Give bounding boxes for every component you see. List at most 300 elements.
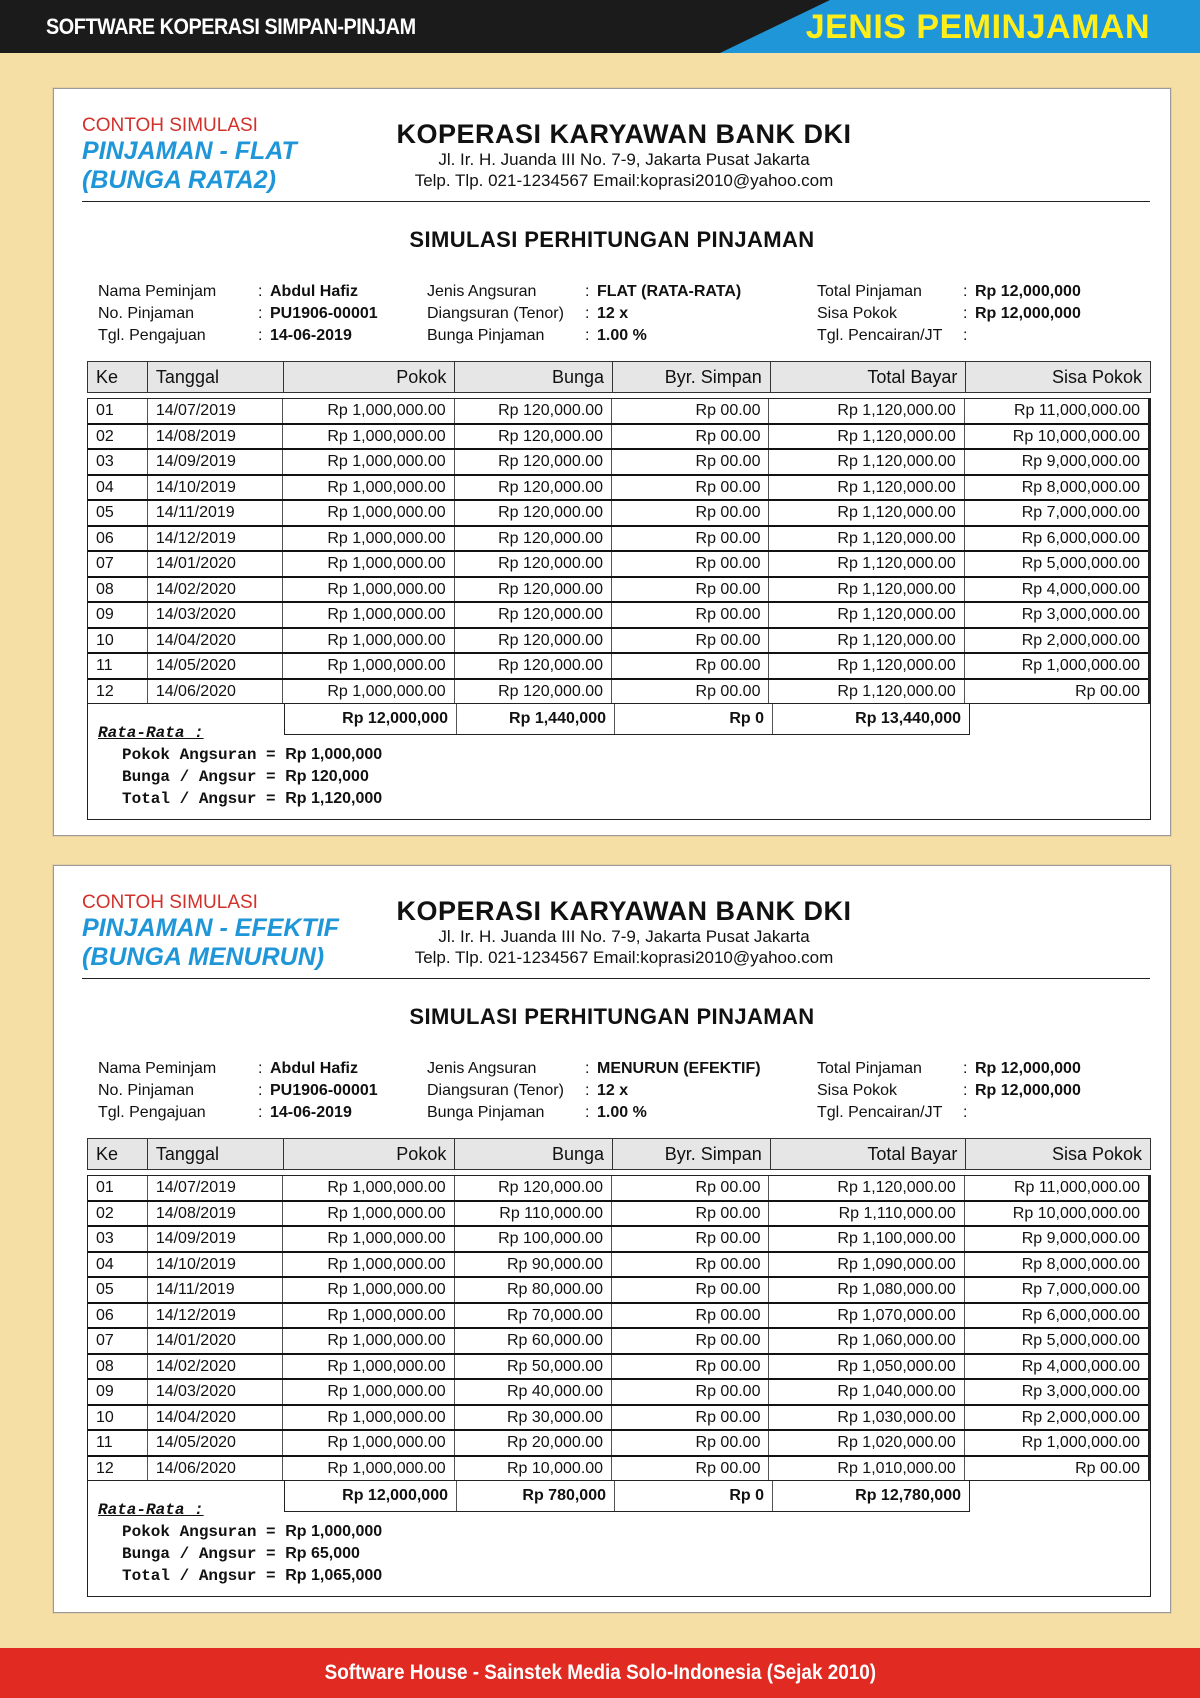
row-number: 08: [88, 578, 148, 602]
row-savings: Rp 00.00: [612, 425, 769, 449]
average-label: Pokok Angsuran =: [122, 1523, 286, 1541]
row-interest: Rp 50,000.00: [455, 1355, 612, 1379]
row-principal: Rp 1,000,000.00: [283, 1380, 454, 1404]
row-interest: Rp 110,000.00: [455, 1202, 612, 1226]
column-header: Total Bayar: [771, 362, 967, 392]
row-interest: Rp 120,000.00: [455, 629, 612, 653]
column-header: Pokok: [284, 362, 456, 392]
row-interest: Rp 60,000.00: [455, 1329, 612, 1353]
row-interest: Rp 80,000.00: [455, 1278, 612, 1302]
row-principal: Rp 1,000,000.00: [283, 1329, 454, 1353]
interest-rate: 1.00 %: [597, 1104, 647, 1121]
row-total: Rp 1,120,000.00: [769, 680, 964, 704]
info-label: Tgl. Pengajuan: [98, 327, 206, 344]
row-number: 11: [88, 1431, 148, 1455]
row-number: 12: [88, 680, 148, 704]
row-number: 05: [88, 1278, 148, 1302]
row-interest: Rp 120,000.00: [455, 552, 612, 576]
total-principal: Rp 12,000,000: [285, 704, 457, 734]
info-label: Sisa Pokok: [817, 1082, 898, 1099]
row-principal: Rp 1,000,000.00: [283, 1202, 454, 1226]
row-remaining: Rp 3,000,000.00: [1021, 606, 1141, 623]
table-row: [88, 1380, 1148, 1406]
average-value: Rp 65,000: [285, 1545, 360, 1562]
average-header: Rata-Rata :: [98, 724, 204, 742]
row-total: Rp 1,120,000.00: [769, 501, 964, 525]
table-row: [88, 1253, 1148, 1279]
column-header: Total Bayar: [771, 1139, 967, 1169]
table-header: [87, 361, 1151, 393]
total-payment: Rp 13,440,000: [855, 710, 961, 727]
row-total: Rp 1,080,000.00: [769, 1278, 964, 1302]
installment-table: [87, 1138, 1151, 1597]
loan-number: PU1906-00001: [270, 305, 378, 322]
installment-info: Jenis Angsuran : FLAT (RATA-RATA) Diangsuran (Tenor) : 12 x Bunga Pinjaman : 1.00 %: [427, 281, 741, 347]
row-remaining: Rp 8,000,000.00: [1021, 1255, 1141, 1273]
row-savings: Rp 00.00: [612, 1380, 769, 1404]
row-principal: Rp 1,000,000.00: [283, 552, 454, 576]
column-header: Tanggal: [148, 1139, 284, 1169]
row-remaining: Rp 00.00: [1075, 1459, 1141, 1477]
row-interest: Rp 120,000.00: [455, 654, 612, 678]
average-line: [98, 1565, 382, 1587]
organization-header: [344, 896, 904, 968]
loan-sheet-effective: [53, 865, 1171, 1613]
row-number: 03: [88, 1227, 148, 1251]
column-header: Sisa Pokok: [1051, 1144, 1142, 1164]
info-label: Tgl. Pencairan/JT: [817, 327, 943, 344]
row-principal: Rp 1,000,000.00: [283, 399, 454, 423]
average-value: Rp 1,120,000: [285, 790, 383, 807]
table-row: [88, 680, 1148, 704]
row-savings: Rp 00.00: [612, 578, 769, 602]
row-total: Rp 1,120,000.00: [769, 425, 964, 449]
row-remaining: Rp 6,000,000.00: [1021, 1306, 1141, 1324]
row-remaining: Rp 10,000,000.00: [1012, 427, 1141, 445]
row-number: 11: [88, 654, 148, 678]
info-label: Nama Peminjam: [98, 283, 217, 300]
row-remaining: Rp 9,000,000.00: [1021, 1230, 1141, 1247]
row-remaining: Rp 3,000,000.00: [1021, 1383, 1141, 1400]
row-date: 14/10/2019: [148, 476, 284, 500]
borrower-name: Abdul Hafiz: [270, 1060, 358, 1077]
column-header: Tanggal: [148, 362, 284, 392]
row-savings: Rp 00.00: [612, 654, 769, 678]
loan-number: PU1906-00001: [270, 1082, 378, 1099]
row-savings: Rp 00.00: [612, 552, 769, 576]
row-date: 14/06/2020: [148, 680, 284, 704]
row-interest: Rp 120,000.00: [455, 578, 612, 602]
row-remaining: Rp 6,000,000.00: [1021, 529, 1141, 547]
row-interest: Rp 120,000.00: [455, 1176, 612, 1200]
row-total: Rp 1,100,000.00: [769, 1227, 964, 1251]
average-header: Rata-Rata :: [98, 1501, 204, 1519]
info-label: Total Pinjaman: [817, 1060, 922, 1077]
row-savings: Rp 00.00: [612, 1176, 769, 1200]
organization-header: [344, 119, 904, 191]
totals-section: [87, 704, 1151, 820]
row-interest: Rp 10,000.00: [455, 1457, 612, 1481]
info-label: Bunga Pinjaman: [427, 327, 545, 344]
total-interest: Rp 1,440,000: [457, 704, 615, 734]
table-header: [87, 1138, 1151, 1170]
row-date: 14/04/2020: [148, 1406, 284, 1430]
row-date: 14/09/2019: [148, 1227, 284, 1251]
row-savings: Rp 00.00: [612, 603, 769, 627]
row-savings: Rp 00.00: [612, 501, 769, 525]
totals-section: [87, 1481, 1151, 1597]
column-header: Byr. Simpan: [613, 1139, 771, 1169]
amount-info: Total Pinjaman : Rp 12,000,000 Sisa Pokok : Rp 12,000,000 Tgl. Pencairan/JT :: [817, 1058, 1081, 1124]
info-label: No. Pinjaman: [98, 305, 195, 322]
row-date: 14/10/2019: [148, 1253, 284, 1277]
borrower-name: Abdul Hafiz: [270, 283, 358, 300]
table-row: [88, 501, 1148, 527]
row-remaining: Rp 10,000,000.00: [1012, 1204, 1141, 1222]
row-total: Rp 1,120,000.00: [769, 552, 964, 576]
row-savings: Rp 00.00: [612, 1202, 769, 1226]
average-summary: [98, 1501, 382, 1587]
organization-contact: Telp. Tlp. 021-1234567 Email:koprasi2010@yahoo.com: [414, 171, 834, 190]
document-title: SIMULASI PERHITUNGAN PINJAMAN: [409, 1004, 815, 1029]
simulation-caption: CONTOH SIMULASI: [82, 892, 258, 913]
average-line: [98, 766, 382, 788]
row-remaining: Rp 7,000,000.00: [1021, 504, 1141, 521]
row-number: 02: [88, 1202, 148, 1226]
document-title: SIMULASI PERHITUNGAN PINJAMAN: [409, 227, 815, 252]
average-label: Total / Angsur =: [122, 790, 286, 808]
row-interest: Rp 70,000.00: [455, 1304, 612, 1328]
row-interest: Rp 120,000.00: [455, 501, 612, 525]
info-label: Jenis Angsuran: [427, 1060, 537, 1077]
table-row: [88, 450, 1148, 476]
row-total: Rp 1,020,000.00: [769, 1431, 964, 1455]
loan-sheet-flat: [53, 88, 1171, 836]
info-label: No. Pinjaman: [98, 1082, 195, 1099]
average-line: [98, 744, 382, 766]
column-header: Ke: [88, 1139, 148, 1169]
row-number: 03: [88, 450, 148, 474]
borrower-info: Nama Peminjam : Abdul Hafiz No. Pinjaman : PU1906-00001 Tgl. Pengajuan : 14-06-2019: [98, 1058, 378, 1124]
app-title: SOFTWARE KOPERASI SIMPAN-PINJAM: [46, 14, 416, 39]
row-savings: Rp 00.00: [612, 629, 769, 653]
row-total: Rp 1,050,000.00: [769, 1355, 964, 1379]
row-principal: Rp 1,000,000.00: [283, 450, 454, 474]
table-row: [88, 1355, 1148, 1381]
interest-type-title: (BUNGA MENURUN): [82, 943, 325, 971]
row-principal: Rp 1,000,000.00: [283, 1406, 454, 1430]
row-remaining: Rp 7,000,000.00: [1021, 1281, 1141, 1298]
installment-info: Jenis Angsuran : MENURUN (EFEKTIF) Diangsuran (Tenor) : 12 x Bunga Pinjaman : 1.00 %: [427, 1058, 761, 1124]
row-savings: Rp 00.00: [612, 1304, 769, 1328]
application-date: 14-06-2019: [270, 327, 352, 344]
tenor: 12 x: [597, 1082, 629, 1099]
column-header: Bunga: [455, 1139, 613, 1169]
row-date: 14/04/2020: [148, 629, 284, 653]
row-remaining: Rp 5,000,000.00: [1021, 555, 1141, 572]
row-remaining: Rp 8,000,000.00: [1021, 478, 1141, 496]
footer-bar: [0, 1648, 1200, 1698]
info-label: Tgl. Pengajuan: [98, 1104, 206, 1121]
row-number: 09: [88, 603, 148, 627]
average-line: [98, 1543, 382, 1565]
footer-text: Software House - Sainstek Media Solo-Indonesia (Sejak 2010): [324, 1661, 876, 1684]
table-row: [88, 552, 1148, 578]
row-number: 10: [88, 629, 148, 653]
row-interest: Rp 20,000.00: [455, 1431, 612, 1455]
average-value: Rp 1,000,000: [285, 746, 383, 763]
totals-row: [284, 1481, 970, 1512]
row-date: 14/07/2019: [148, 399, 284, 423]
row-principal: Rp 1,000,000.00: [283, 1304, 454, 1328]
column-header: Pokok: [284, 1139, 456, 1169]
average-line: [98, 788, 382, 810]
row-number: 07: [88, 1329, 148, 1353]
row-total: Rp 1,120,000.00: [769, 1176, 964, 1200]
info-label: Sisa Pokok: [817, 305, 898, 322]
installment-table: [87, 361, 1151, 820]
row-savings: Rp 00.00: [612, 1431, 769, 1455]
row-savings: Rp 00.00: [612, 527, 769, 551]
borrower-info: Nama Peminjam : Abdul Hafiz No. Pinjaman : PU1906-00001 Tgl. Pengajuan : 14-06-2019: [98, 281, 378, 347]
row-date: 14/07/2019: [148, 1176, 284, 1200]
application-date: 14-06-2019: [270, 1104, 352, 1121]
row-principal: Rp 1,000,000.00: [283, 1355, 454, 1379]
column-header: Bunga: [455, 362, 613, 392]
info-label: Diangsuran (Tenor): [427, 305, 564, 322]
installment-type: FLAT (RATA-RATA): [597, 283, 742, 300]
row-principal: Rp 1,000,000.00: [283, 1278, 454, 1302]
installment-type: MENURUN (EFEKTIF): [597, 1060, 761, 1077]
organization-address: Jl. Ir. H. Juanda III No. 7-9, Jakarta Pusat Jakarta: [438, 927, 810, 946]
row-number: 07: [88, 552, 148, 576]
total-payment: Rp 12,780,000: [855, 1487, 961, 1504]
row-total: Rp 1,030,000.00: [769, 1406, 964, 1430]
row-principal: Rp 1,000,000.00: [283, 425, 454, 449]
row-savings: Rp 00.00: [612, 476, 769, 500]
row-savings: Rp 00.00: [612, 399, 769, 423]
row-savings: Rp 00.00: [612, 1406, 769, 1430]
organization-name: KOPERASI KARYAWAN BANK DKI: [396, 119, 852, 149]
row-remaining: Rp 4,000,000.00: [1021, 1357, 1141, 1375]
row-total: Rp 1,120,000.00: [769, 450, 964, 474]
average-label: Bunga / Angsur =: [122, 768, 286, 786]
row-date: 14/01/2020: [148, 1329, 284, 1353]
row-savings: Rp 00.00: [612, 1253, 769, 1277]
row-remaining: Rp 2,000,000.00: [1021, 1408, 1141, 1426]
row-principal: Rp 1,000,000.00: [283, 501, 454, 525]
column-header: Byr. Simpan: [613, 362, 771, 392]
header-divider: [82, 978, 1150, 979]
row-interest: Rp 120,000.00: [455, 425, 612, 449]
column-header: Ke: [88, 362, 148, 392]
row-principal: Rp 1,000,000.00: [283, 629, 454, 653]
info-label: Diangsuran (Tenor): [427, 1082, 564, 1099]
simulation-label: [82, 115, 297, 195]
row-principal: Rp 1,000,000.00: [283, 1457, 454, 1481]
row-principal: Rp 1,000,000.00: [283, 1431, 454, 1455]
row-interest: Rp 120,000.00: [455, 476, 612, 500]
row-savings: Rp 00.00: [612, 1355, 769, 1379]
row-number: 01: [88, 399, 148, 423]
top-header-bar: [0, 0, 1200, 53]
total-savings: Rp 0: [615, 1481, 773, 1511]
total-loan: Rp 12,000,000: [975, 1060, 1081, 1077]
row-remaining: Rp 1,000,000.00: [1021, 657, 1141, 674]
row-date: 14/11/2019: [148, 1278, 284, 1302]
simulation-label: [82, 892, 339, 972]
row-total: Rp 1,120,000.00: [769, 603, 964, 627]
total-loan: Rp 12,000,000: [975, 283, 1081, 300]
row-number: 10: [88, 1406, 148, 1430]
row-savings: Rp 00.00: [612, 1457, 769, 1481]
remaining-principal: Rp 12,000,000: [975, 305, 1081, 322]
row-interest: Rp 120,000.00: [455, 450, 612, 474]
row-principal: Rp 1,000,000.00: [283, 1227, 454, 1251]
table-row: [88, 1329, 1148, 1355]
row-remaining: Rp 11,000,000.00: [1013, 402, 1141, 419]
row-principal: Rp 1,000,000.00: [283, 578, 454, 602]
row-principal: Rp 1,000,000.00: [283, 603, 454, 627]
row-interest: Rp 30,000.00: [455, 1406, 612, 1430]
row-number: 02: [88, 425, 148, 449]
row-number: 08: [88, 1355, 148, 1379]
row-principal: Rp 1,000,000.00: [283, 476, 454, 500]
row-principal: Rp 1,000,000.00: [283, 527, 454, 551]
average-label: Total / Angsur =: [122, 1567, 286, 1585]
row-date: 14/08/2019: [148, 1202, 284, 1226]
table-row: [88, 1227, 1148, 1253]
row-number: 12: [88, 1457, 148, 1481]
row-number: 09: [88, 1380, 148, 1404]
average-label: Pokok Angsuran =: [122, 746, 286, 764]
table-row: [88, 603, 1148, 629]
row-interest: Rp 120,000.00: [455, 399, 612, 423]
column-header: Sisa Pokok: [1051, 367, 1142, 387]
row-total: Rp 1,010,000.00: [769, 1457, 964, 1481]
average-value: Rp 1,065,000: [285, 1567, 383, 1584]
row-number: 04: [88, 476, 148, 500]
row-savings: Rp 00.00: [612, 1227, 769, 1251]
table-row: [88, 1406, 1148, 1432]
row-principal: Rp 1,000,000.00: [283, 680, 454, 704]
table-row: [88, 1176, 1148, 1202]
row-interest: Rp 120,000.00: [455, 680, 612, 704]
row-savings: Rp 00.00: [612, 450, 769, 474]
row-total: Rp 1,120,000.00: [769, 578, 964, 602]
row-total: Rp 1,120,000.00: [769, 399, 964, 423]
row-total: Rp 1,090,000.00: [769, 1253, 964, 1277]
interest-rate: 1.00 %: [597, 327, 647, 344]
row-date: 14/05/2020: [148, 654, 284, 678]
table-row: [88, 1202, 1148, 1228]
table-row: [88, 1431, 1148, 1457]
row-total: Rp 1,070,000.00: [769, 1304, 964, 1328]
row-date: 14/01/2020: [148, 552, 284, 576]
row-date: 14/08/2019: [148, 425, 284, 449]
table-body: [87, 398, 1151, 704]
table-row: [88, 1278, 1148, 1304]
remaining-principal: Rp 12,000,000: [975, 1082, 1081, 1099]
row-interest: Rp 120,000.00: [455, 603, 612, 627]
row-date: 14/05/2020: [148, 1431, 284, 1455]
average-value: Rp 1,000,000: [285, 1523, 383, 1540]
row-interest: Rp 120,000.00: [455, 527, 612, 551]
organization-contact: Telp. Tlp. 021-1234567 Email:koprasi2010@yahoo.com: [414, 948, 834, 967]
row-date: 14/11/2019: [148, 501, 284, 525]
average-line: [98, 1521, 382, 1543]
row-date: 14/12/2019: [148, 527, 284, 551]
info-label: Total Pinjaman: [817, 283, 922, 300]
row-number: 04: [88, 1253, 148, 1277]
tenor: 12 x: [597, 305, 629, 322]
row-remaining: Rp 5,000,000.00: [1021, 1332, 1141, 1349]
total-principal: Rp 12,000,000: [285, 1481, 457, 1511]
row-remaining: Rp 4,000,000.00: [1021, 580, 1141, 598]
simulation-caption: CONTOH SIMULASI: [82, 115, 258, 136]
row-savings: Rp 00.00: [612, 1329, 769, 1353]
row-date: 14/09/2019: [148, 450, 284, 474]
table-row: [88, 425, 1148, 451]
info-label: Jenis Angsuran: [427, 283, 537, 300]
table-row: [88, 629, 1148, 655]
row-total: Rp 1,120,000.00: [769, 476, 964, 500]
row-total: Rp 1,120,000.00: [769, 527, 964, 551]
row-date: 14/02/2020: [148, 578, 284, 602]
row-number: 06: [88, 1304, 148, 1328]
row-principal: Rp 1,000,000.00: [283, 1253, 454, 1277]
table-body: [87, 1175, 1151, 1481]
row-interest: Rp 40,000.00: [455, 1380, 612, 1404]
row-date: 14/03/2020: [148, 603, 284, 627]
table-row: [88, 578, 1148, 604]
page-title: JENIS PEMINJAMAN: [805, 8, 1150, 46]
row-number: 01: [88, 1176, 148, 1200]
table-row: [88, 399, 1148, 425]
row-date: 14/06/2020: [148, 1457, 284, 1481]
table-row: [88, 476, 1148, 502]
interest-type-title: (BUNGA RATA2): [82, 166, 276, 194]
row-interest: Rp 90,000.00: [455, 1253, 612, 1277]
average-summary: [98, 724, 382, 810]
row-remaining: Rp 1,000,000.00: [1021, 1434, 1141, 1451]
row-remaining: Rp 9,000,000.00: [1021, 453, 1141, 470]
totals-row: [284, 704, 970, 735]
row-principal: Rp 1,000,000.00: [283, 654, 454, 678]
table-row: [88, 1304, 1148, 1330]
row-savings: Rp 00.00: [612, 1278, 769, 1302]
row-total: Rp 1,120,000.00: [769, 629, 964, 653]
info-label: Bunga Pinjaman: [427, 1104, 545, 1121]
average-value: Rp 120,000: [285, 768, 369, 785]
row-remaining: Rp 00.00: [1075, 682, 1141, 700]
loan-type-title: PINJAMAN - FLAT: [82, 137, 297, 165]
row-total: Rp 1,110,000.00: [769, 1202, 964, 1226]
row-principal: Rp 1,000,000.00: [283, 1176, 454, 1200]
amount-info: Total Pinjaman : Rp 12,000,000 Sisa Pokok : Rp 12,000,000 Tgl. Pencairan/JT :: [817, 281, 1081, 347]
row-date: 14/03/2020: [148, 1380, 284, 1404]
header-divider: [82, 201, 1150, 202]
organization-name: KOPERASI KARYAWAN BANK DKI: [396, 896, 852, 926]
total-interest: Rp 780,000: [457, 1481, 615, 1511]
row-total: Rp 1,060,000.00: [769, 1329, 964, 1353]
info-label: Tgl. Pencairan/JT: [817, 1104, 943, 1121]
row-date: 14/02/2020: [148, 1355, 284, 1379]
organization-address: Jl. Ir. H. Juanda III No. 7-9, Jakarta Pusat Jakarta: [438, 150, 810, 169]
table-row: [88, 1457, 1148, 1481]
row-date: 14/12/2019: [148, 1304, 284, 1328]
row-total: Rp 1,120,000.00: [769, 654, 964, 678]
